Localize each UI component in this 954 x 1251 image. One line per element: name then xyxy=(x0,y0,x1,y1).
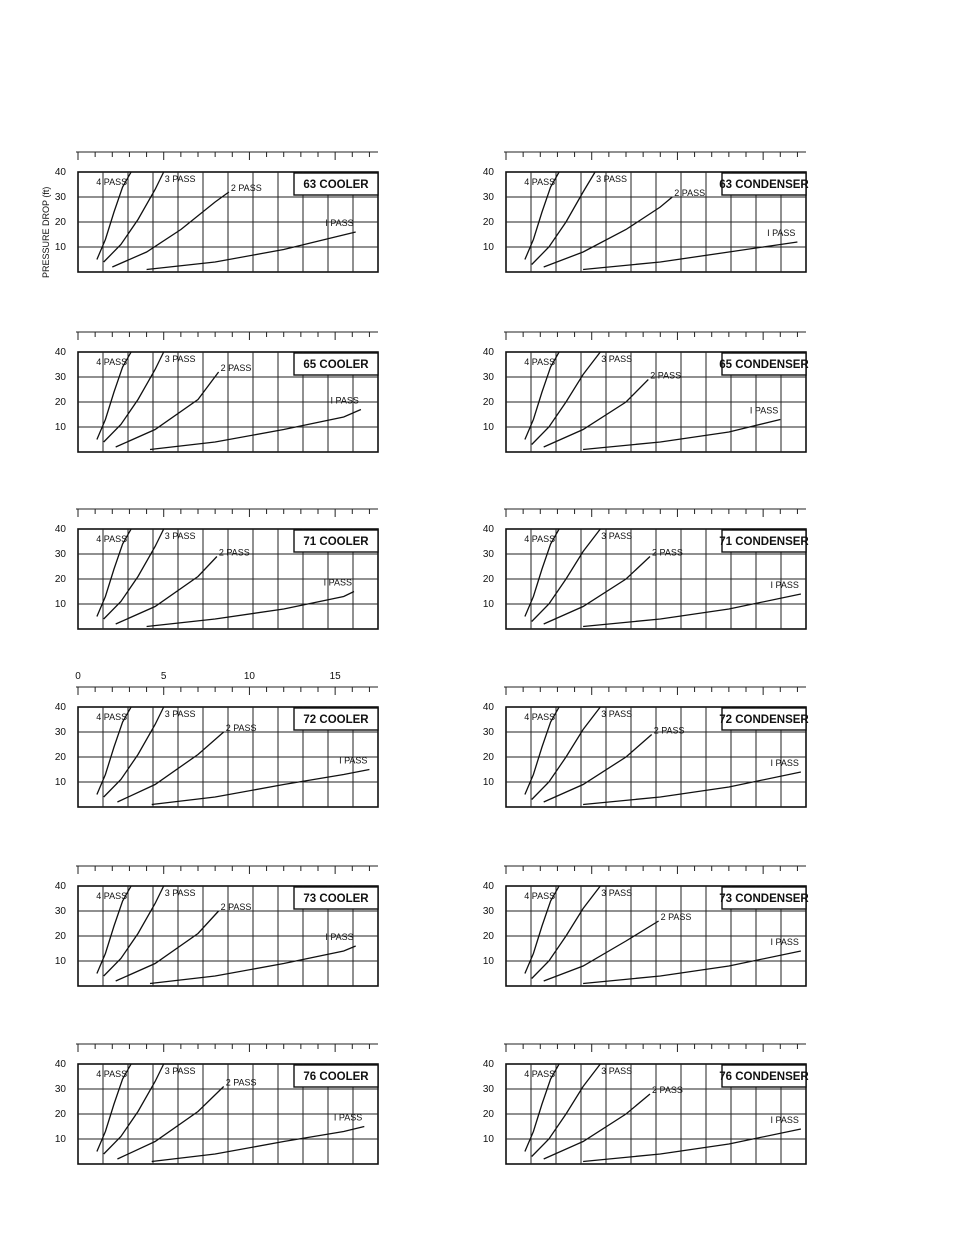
chart-9-series-label: 4 PASS xyxy=(96,891,128,901)
chart-5-series-two-pass xyxy=(116,557,217,625)
chart-7-xtick-label: 5 xyxy=(160,671,167,682)
chart-6-ytick-label: 40 xyxy=(482,524,494,535)
chart-12-ytick-label: 20 xyxy=(482,1109,494,1120)
chart-10-series-one-pass xyxy=(583,951,801,984)
chart-11-ytick-label: 20 xyxy=(54,1109,66,1120)
chart-3-series-label: 3 PASS xyxy=(164,354,196,364)
chart-5-series-label: I PASS xyxy=(323,577,352,588)
chart-1-series-label: I PASS xyxy=(325,218,354,228)
chart-7-ytick-label: 10 xyxy=(54,777,66,788)
chart-1-series-two-pass xyxy=(112,192,229,267)
chart-5-ytick-label: 10 xyxy=(54,599,66,610)
chart-2-series-label: 2 PASS xyxy=(674,188,706,198)
chart-10-series-label: 3 PASS xyxy=(601,888,633,898)
chart-12-series-label: 4 PASS xyxy=(524,1069,556,1079)
chart-12-series-label: I PASS xyxy=(770,1115,799,1125)
chart-11-ytick-label: 10 xyxy=(54,1134,66,1145)
chart-10-ytick-label: 40 xyxy=(482,881,494,892)
chart-9-title: 73 COOLER xyxy=(303,893,369,905)
chart-10-ytick-label: 30 xyxy=(482,906,494,917)
chart-3 xyxy=(55,332,378,452)
chart-12-ytick-label: 40 xyxy=(482,1059,494,1070)
chart-7-series-label: 4 PASS xyxy=(96,712,128,722)
chart-3-series-label: I PASS xyxy=(330,395,359,406)
chart-3-series-label: 2 PASS xyxy=(220,363,252,373)
chart-1-title: 63 COOLER xyxy=(303,179,369,191)
chart-3-ytick-label: 40 xyxy=(54,347,66,358)
chart-1-series-label: 3 PASS xyxy=(164,174,196,184)
chart-8-ytick-label: 40 xyxy=(482,702,494,713)
chart-4-series-label: I PASS xyxy=(749,405,779,416)
chart-12-series-two-pass xyxy=(544,1094,650,1159)
chart-10-series-label: 2 PASS xyxy=(660,912,692,922)
chart-4-title: 65 CONDENSER xyxy=(719,359,809,371)
chart-10-ytick-label: 10 xyxy=(482,956,494,967)
chart-5-series-label: 3 PASS xyxy=(164,531,196,541)
chart-1-series-label: 2 PASS xyxy=(230,183,262,193)
chart-8-series-label: 2 PASS xyxy=(653,725,685,736)
chart-8-ytick-label: 20 xyxy=(482,752,494,763)
chart-3-title: 65 COOLER xyxy=(303,359,369,371)
chart-1-ytick-label: 10 xyxy=(54,242,66,253)
chart-7-series-label: 3 PASS xyxy=(164,709,196,719)
chart-6-series-label: 4 PASS xyxy=(524,534,556,544)
chart-1-ytick-label: 40 xyxy=(54,167,66,178)
chart-2 xyxy=(483,152,810,272)
chart-3-series-one-pass xyxy=(150,410,361,450)
chart-2-title: 63 CONDENSER xyxy=(719,179,809,191)
chart-12-series-label: 2 PASS xyxy=(652,1085,683,1095)
chart-2-series-label: 4 PASS xyxy=(524,177,556,187)
chart-1-series-label: 4 PASS xyxy=(96,177,128,187)
chart-12 xyxy=(483,1044,810,1164)
chart-8-title: 72 CONDENSER xyxy=(719,714,809,726)
chart-2-series-label: 3 PASS xyxy=(596,174,628,184)
chart-11-ytick-label: 40 xyxy=(54,1059,66,1070)
chart-5 xyxy=(55,509,378,629)
chart-8-ytick-label: 30 xyxy=(482,727,494,738)
chart-11-series-label: I PASS xyxy=(333,1112,363,1123)
chart-12-title: 76 CONDENSER xyxy=(719,1071,809,1083)
chart-7-ytick-label: 30 xyxy=(54,727,66,738)
chart-6-series-label: 2 PASS xyxy=(652,547,683,558)
chart-10-title: 73 CONDENSER xyxy=(719,893,809,905)
chart-5-ytick-label: 40 xyxy=(54,524,66,535)
chart-1 xyxy=(55,152,378,272)
chart-9-ytick-label: 20 xyxy=(54,931,66,942)
chart-7-xtick-label: 0 xyxy=(75,671,81,682)
chart-1-ytick-label: 20 xyxy=(54,217,66,228)
chart-9 xyxy=(55,866,378,986)
chart-4-series-label: 3 PASS xyxy=(601,354,633,364)
chart-11-series-label: 2 PASS xyxy=(225,1077,257,1088)
chart-10-ytick-label: 20 xyxy=(482,931,494,942)
chart-8 xyxy=(483,687,810,807)
chart-7-series-label: 2 PASS xyxy=(225,723,257,733)
chart-8-series-label: 3 PASS xyxy=(601,709,633,719)
chart-11 xyxy=(55,1044,378,1164)
chart-12-series-one-pass xyxy=(583,1129,801,1162)
chart-7-ytick-label: 20 xyxy=(54,752,66,763)
chart-4-series-label: 4 PASS xyxy=(524,357,556,367)
chart-7-title: 72 COOLER xyxy=(303,714,369,726)
chart-5-ytick-label: 30 xyxy=(54,549,66,560)
chart-9-series-label: 3 PASS xyxy=(164,888,196,898)
chart-7 xyxy=(55,671,378,807)
chart-9-ytick-label: 40 xyxy=(54,881,66,892)
chart-10-series-label: 4 PASS xyxy=(524,891,556,901)
chart-4-ytick-label: 30 xyxy=(482,372,494,383)
chart-8-ytick-label: 10 xyxy=(482,777,494,788)
chart-4-series-label: 2 PASS xyxy=(650,370,682,381)
chart-3-ytick-label: 10 xyxy=(54,422,66,433)
chart-3-ytick-label: 20 xyxy=(54,397,66,408)
chart-11-title: 76 COOLER xyxy=(303,1071,369,1083)
chart-10-series-label: I PASS xyxy=(770,937,799,947)
chart-7-series-two-pass xyxy=(117,732,223,802)
chart-2-ytick-label: 30 xyxy=(482,192,494,203)
chart-2-ytick-label: 40 xyxy=(482,167,494,178)
chart-5-ytick-label: 20 xyxy=(54,574,66,585)
chart-9-series-label: 2 PASS xyxy=(220,902,252,912)
chart-11-series-label: 4 PASS xyxy=(96,1069,128,1079)
chart-7-series-label: I PASS xyxy=(339,755,368,766)
chart-8-series-two-pass xyxy=(544,735,652,803)
chart-5-series-label: 4 PASS xyxy=(96,534,128,544)
chart-4-series-one-pass xyxy=(583,420,780,450)
chart-10-series-two-pass xyxy=(544,921,659,981)
chart-5-series-label: 2 PASS xyxy=(218,547,250,558)
chart-11-series-one-pass xyxy=(152,1127,365,1162)
chart-12-ytick-label: 30 xyxy=(482,1084,494,1095)
chart-6-title: 71 CONDENSER xyxy=(719,536,809,548)
chart-3-series-label: 4 PASS xyxy=(96,357,128,367)
chart-4-series-two-pass xyxy=(544,380,649,448)
chart-6-ytick-label: 30 xyxy=(482,549,494,560)
chart-6-ytick-label: 20 xyxy=(482,574,494,585)
chart-11-ytick-label: 30 xyxy=(54,1084,66,1095)
chart-1-ytick-label: 30 xyxy=(54,192,66,203)
chart-7-xtick-label: 10 xyxy=(243,671,255,682)
chart-5-title: 71 COOLER xyxy=(303,536,369,548)
chart-7-ytick-label: 40 xyxy=(54,702,66,713)
chart-8-series-one-pass xyxy=(583,772,801,805)
chart-2-series-label: I PASS xyxy=(767,228,796,238)
chart-2-series-two-pass xyxy=(544,197,673,267)
y-axis-title: PRESSURE DROP (ft) xyxy=(41,186,51,278)
chart-4-ytick-label: 40 xyxy=(482,347,494,358)
chart-2-ytick-label: 20 xyxy=(482,217,494,228)
chart-4 xyxy=(483,332,810,452)
chart-6-ytick-label: 10 xyxy=(482,599,494,610)
chart-4-ytick-label: 20 xyxy=(482,397,494,408)
chart-7-series-one-pass xyxy=(152,770,370,805)
chart-4-ytick-label: 10 xyxy=(482,422,494,433)
chart-3-ytick-label: 30 xyxy=(54,372,66,383)
chart-8-series-label: 4 PASS xyxy=(524,712,556,722)
chart-6 xyxy=(483,509,810,629)
chart-6-series-one-pass xyxy=(583,594,801,627)
chart-12-series-label: 3 PASS xyxy=(601,1066,633,1076)
chart-11-series-label: 3 PASS xyxy=(164,1066,196,1076)
chart-9-series-label: I PASS xyxy=(325,932,354,942)
chart-9-ytick-label: 30 xyxy=(54,906,66,917)
chart-2-series-one-pass xyxy=(583,242,797,270)
chart-11-series-two-pass xyxy=(117,1087,223,1160)
chart-6-series-two-pass xyxy=(544,557,650,625)
chart-6-series-label: I PASS xyxy=(770,580,799,590)
chart-10 xyxy=(483,866,810,986)
chart-2-ytick-label: 10 xyxy=(482,242,494,253)
chart-9-ytick-label: 10 xyxy=(54,956,66,967)
chart-12-ytick-label: 10 xyxy=(482,1134,494,1145)
chart-7-xtick-label: 15 xyxy=(329,671,341,682)
chart-6-series-label: 3 PASS xyxy=(601,531,633,541)
chart-8-series-label: I PASS xyxy=(770,758,799,768)
